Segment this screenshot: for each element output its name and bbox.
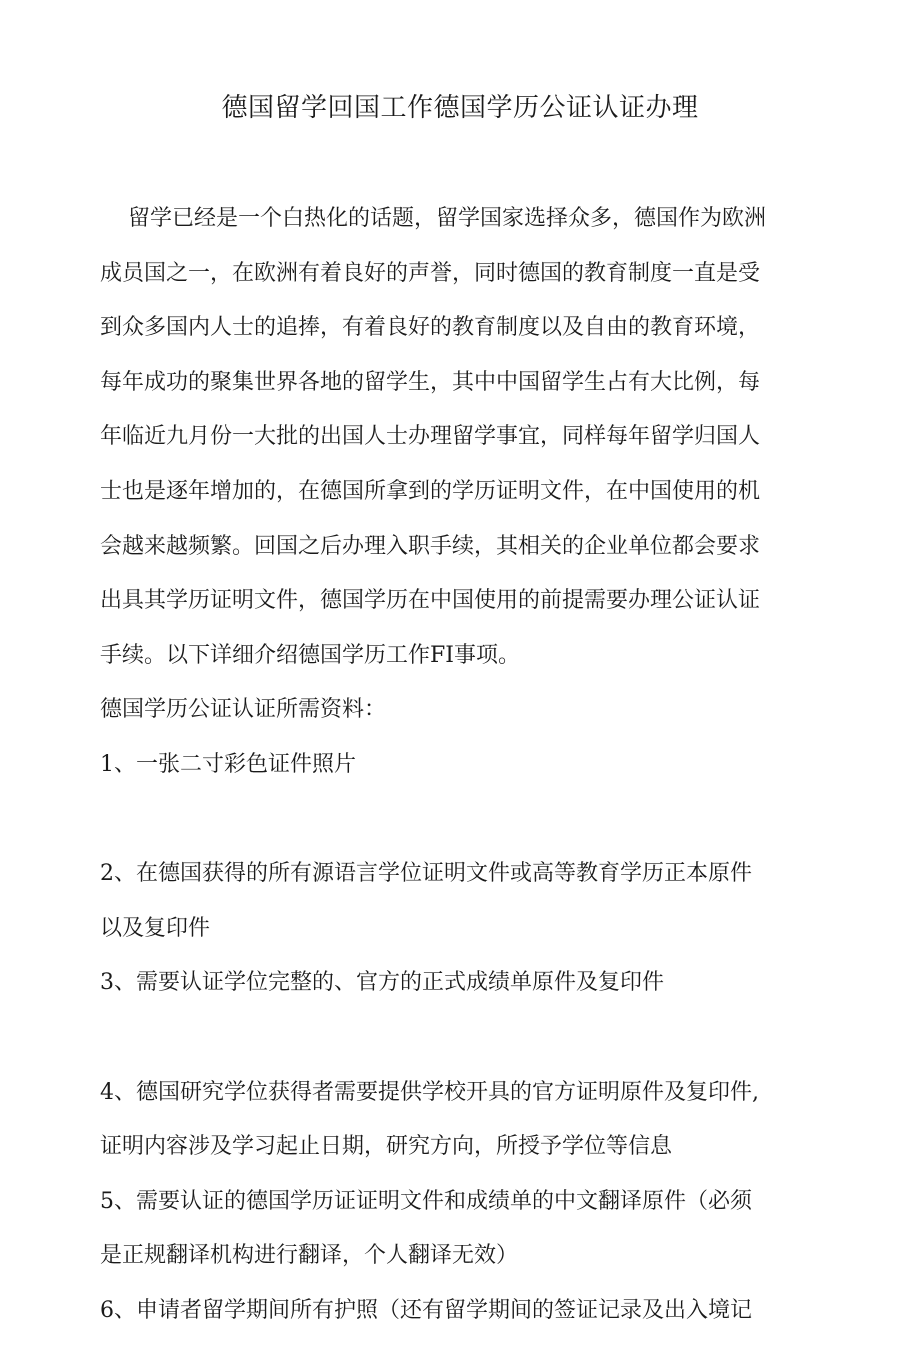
intro-line: 成员国之一，在欧洲有着良好的声誉，同时德国的教育制度一直是受 xyxy=(100,260,761,286)
list-item-4-cont: 证明内容涉及学习起止日期，研究方向，所授予学位等信息 xyxy=(100,1134,673,1160)
intro-line: 留学已经是一个白热化的话题，留学国家选择众多，德国作为欧洲 xyxy=(128,206,767,231)
list-item-2-cont: 以及复印件 xyxy=(100,915,211,941)
list-item-1: 1、一张二寸彩色证件照片 xyxy=(100,751,356,777)
list-item-5-cont: 是正规翻译机构进行翻译，个人翻译无效） xyxy=(100,1243,519,1269)
list-item-2: 2、在德国获得的所有源语言学位证明文件或高等教育学历正本原件 xyxy=(100,861,752,887)
intro-line: 手续。以下详细介绍德国学历工作FI事项。 xyxy=(100,642,520,668)
intro-line: 每年成功的聚集世界各地的留学生，其中中国留学生占有大比例，每 xyxy=(100,369,761,395)
list-item-4: 4、德国研究学位获得者需要提供学校开具的官方证明原件及复印件, xyxy=(100,1079,759,1105)
intro-line: 士也是逐年增加的，在德国所拿到的学历证明文件，在中国使用的机 xyxy=(100,478,761,504)
intro-line: 年临近九月份一大批的出国人士办理留学事宜，同样每年留学归国人 xyxy=(100,424,761,450)
list-item-6: 6、申请者留学期间所有护照（还有留学期间的签证记录及出入境记 xyxy=(100,1297,752,1323)
list-item-5: 5、需要认证的德国学历证证明文件和成绩单的中文翻译原件（必须 xyxy=(100,1188,752,1214)
materials-heading: 德国学历公证认证所需资料： xyxy=(100,697,387,723)
document-title: 德国留学回国工作德国学历公证认证办理 xyxy=(221,93,699,123)
intro-line: 到众多国内人士的追捧，有着良好的教育制度以及自由的教育环境， xyxy=(100,315,761,341)
spacer xyxy=(100,1011,800,1066)
list-item-3: 3、需要认证学位完整的、官方的正式成绩单原件及复印件 xyxy=(100,970,664,996)
intro-line: 出具其学历证明文件，德国学历在中国使用的前提需要办理公证认证 xyxy=(100,588,761,614)
document-body xyxy=(100,192,800,1338)
spacer xyxy=(100,793,800,848)
intro-line: 会越来越频繁。回国之后办理入职手续，其相关的企业单位都会要求 xyxy=(100,533,761,559)
